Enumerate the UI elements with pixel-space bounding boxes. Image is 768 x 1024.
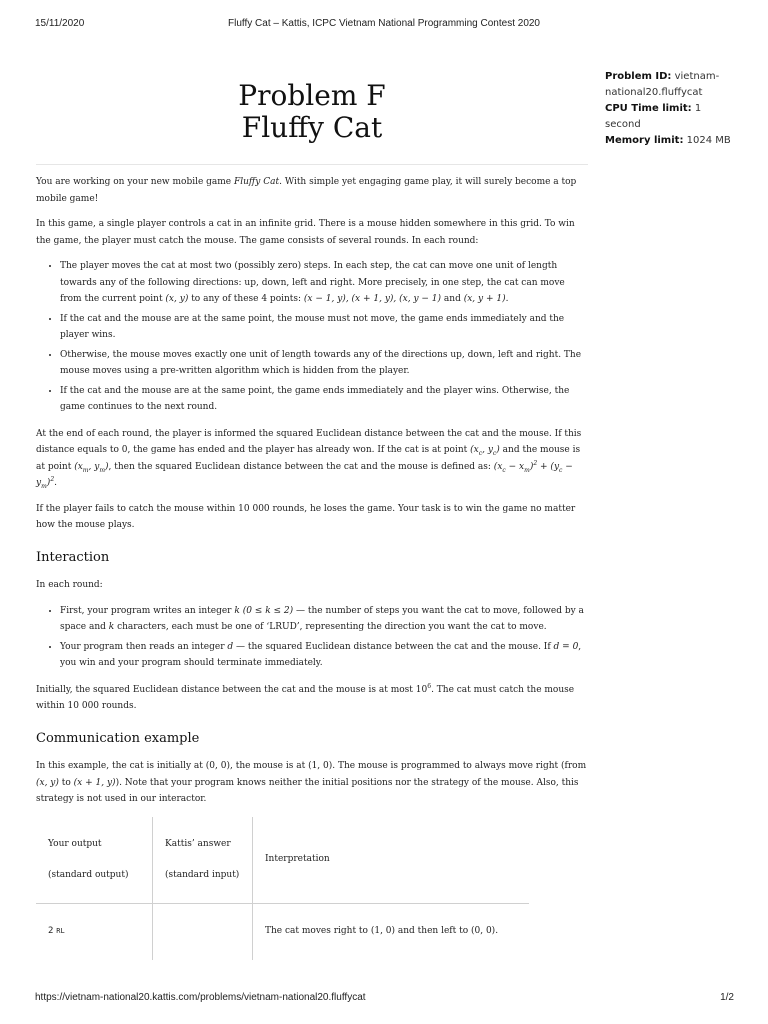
interaction-lead: In each round: bbox=[36, 580, 103, 590]
cpu-time-limit bbox=[605, 101, 740, 133]
math-point: (1, 0) bbox=[308, 761, 333, 771]
rule-item: • Otherwise, the mouse moves exactly one unit of length towards any of the directions up, down, left and right. The mouse moves using a pre-written algorithm which is hidden from the player. bbox=[60, 347, 587, 380]
interaction-item bbox=[60, 639, 587, 672]
math-max-distance: $10^6$ bbox=[415, 682, 432, 695]
header-label: Your output bbox=[48, 839, 102, 849]
rule-item: • If the cat and the mouse are at the same point, the game ends immediately and the player wins. Otherwise, the game continues to the next round. bbox=[60, 383, 587, 416]
text: , the game has ended and the player has already won. If the cat is at point bbox=[127, 445, 471, 455]
rule-text: . bbox=[505, 294, 509, 304]
setup-paragraph: In this game, a single player controls a cat in an infinite grid. There is a mouse hidden somewhere in this grid. To win the game, the player must catch the mouse. The game consists of several rounds. In each round: bbox=[36, 219, 575, 246]
math-distance-formula: $(x_c - x_m)^2 + (y_c - y_m)^2$ bbox=[36, 459, 573, 490]
math-point: (0, 0) bbox=[470, 926, 496, 937]
interaction-heading: Interaction bbox=[36, 549, 110, 565]
problem-title bbox=[36, 80, 588, 144]
initial-distance-paragraph bbox=[36, 682, 587, 715]
rule-item bbox=[60, 258, 587, 308]
text: — the number of steps you want the cat to move, followed by a space and bbox=[60, 605, 584, 632]
text: . bbox=[54, 478, 58, 488]
cell-output bbox=[36, 903, 153, 960]
math-point: (0, 0) bbox=[205, 761, 230, 771]
text: rounds. bbox=[99, 701, 137, 711]
print-url: https://vietnam-national20.kattis.com/problems/vietnam-national20.fluffycat bbox=[35, 992, 366, 1003]
text: . The cat must catch the mouse within bbox=[36, 684, 575, 711]
table-row bbox=[36, 903, 529, 960]
print-date: 15/11/2020 bbox=[35, 18, 85, 29]
math-k-range: (0 ≤ k ≤ 2) bbox=[242, 605, 294, 616]
problem-id-value: vietnam-national20.fluffycat bbox=[605, 71, 720, 98]
header-sublabel: (standard output) bbox=[48, 869, 129, 880]
interaction-item bbox=[60, 603, 587, 636]
text: to bbox=[58, 777, 74, 788]
intro-paragraph bbox=[36, 174, 587, 207]
math-zero: 0 bbox=[121, 445, 128, 455]
header-sublabel: (standard input) bbox=[165, 869, 240, 880]
text: Initially, the squared Euclidean distance between the cat and the mouse is at most bbox=[36, 684, 416, 695]
game-name: Fluffy Cat bbox=[234, 177, 280, 187]
math-mouse-point: ($x_m$, $y_m$) bbox=[74, 461, 109, 474]
problem-sidebar bbox=[605, 69, 740, 149]
text: ). Note that your program knows neither the initial positions nor the strategy of the mouse. Also, this strategy is not used in our interactor. bbox=[36, 777, 579, 804]
text: — the squared Euclidean distance between the cat and the mouse. If bbox=[233, 641, 554, 652]
problem-id-label: Problem ID: bbox=[605, 71, 672, 82]
text: . bbox=[495, 926, 499, 937]
text: , the mouse is at bbox=[229, 761, 309, 771]
header-your-output bbox=[36, 817, 153, 904]
math-point: (1, 0) bbox=[370, 926, 396, 937]
text: characters, each must be one of ‘LRUD’, representing the direction you want the cat to move. bbox=[114, 622, 547, 632]
rule-text: The player moves the cat at most two (possibly zero) steps. In each step, the cat can move one unit of length towards any of the following directions: up, down, left and right. More precisely, in one step, the cat can move from the current point bbox=[60, 261, 565, 304]
print-title: Fluffy Cat – Kattis, ICPC Vietnam National Programming Contest 2020 bbox=[228, 18, 540, 29]
text: In this example, the cat is initially at bbox=[36, 761, 206, 771]
output-directions: RL bbox=[56, 927, 65, 936]
text: . The mouse is programmed to always move right (from bbox=[332, 761, 587, 771]
page-number: 1/2 bbox=[720, 992, 734, 1003]
problem-letter: Problem F bbox=[238, 79, 386, 112]
memory-limit bbox=[605, 133, 740, 149]
rule-item: • If the cat and the mouse are at the same point, the mouse must not move, the game ends immediately and the player wins. bbox=[60, 311, 587, 344]
cpu-time-label: CPU Time limit: bbox=[605, 103, 692, 114]
header-label: Kattis’ answer bbox=[165, 839, 231, 849]
text: rounds, he loses the game. Your task is to win the game no matter how the mouse plays. bbox=[36, 503, 576, 530]
text: The cat moves right to bbox=[265, 926, 371, 937]
memory-value: 1024 MB bbox=[686, 135, 731, 146]
math-point: (x, y) bbox=[36, 777, 59, 788]
round-rules-list bbox=[36, 258, 587, 416]
math-point: (x, y + 1) bbox=[463, 294, 506, 304]
text: and then left to bbox=[395, 926, 471, 937]
math-point: (x, y) bbox=[165, 294, 189, 304]
problem-name: Fluffy Cat bbox=[241, 111, 383, 144]
intro-text: You are working on your new mobile game bbox=[36, 177, 234, 187]
table-header-row bbox=[36, 817, 529, 904]
math-k: k bbox=[234, 605, 240, 616]
math-points: (x − 1, y), (x + 1, y), (x, y − 1) bbox=[303, 294, 442, 304]
math-cat-point: ($x_c$, $y_c$) bbox=[470, 445, 500, 457]
memory-label: Memory limit: bbox=[605, 135, 684, 146]
communication-table bbox=[36, 817, 529, 960]
header-kattis-answer bbox=[153, 817, 253, 904]
math-d: d bbox=[227, 641, 234, 652]
distance-paragraph bbox=[36, 426, 587, 492]
title-divider bbox=[36, 164, 588, 165]
output-count: 2 bbox=[48, 926, 54, 937]
rule-text: and bbox=[441, 294, 464, 304]
communication-example-heading: Communication example bbox=[36, 730, 200, 746]
text: If the player fails to catch the mouse within bbox=[36, 503, 239, 514]
example-paragraph bbox=[36, 758, 587, 808]
interaction-list bbox=[36, 603, 587, 672]
problem-statement bbox=[36, 174, 587, 960]
cell-interpretation bbox=[253, 903, 530, 960]
text: Your program then reads an integer bbox=[60, 641, 228, 652]
math-d-zero: d = 0 bbox=[553, 641, 579, 652]
math-round-limit: 10 000 bbox=[238, 503, 270, 514]
text: First, your program writes an integer bbox=[60, 605, 235, 616]
cell-answer bbox=[153, 903, 253, 960]
text: and the mouse is at point bbox=[36, 445, 581, 472]
text: , then the squared Euclidean distance between the cat and the mouse is defined as: bbox=[108, 461, 494, 472]
cpu-time-value: 1 second bbox=[605, 103, 702, 130]
round-limit-paragraph bbox=[36, 501, 587, 534]
math-point: (x + 1, y) bbox=[73, 777, 116, 788]
problem-id bbox=[605, 69, 740, 101]
rule-text: to any of these 4 points: bbox=[188, 294, 304, 304]
intro-text-end: . With simple yet engaging game play, it will surely become a top mobile game! bbox=[36, 177, 577, 204]
math-round-limit: 10 000 bbox=[67, 701, 100, 711]
text: , you win and your program should terminate immediately. bbox=[60, 641, 582, 668]
text: At the end of each round, the player is informed the squared Euclidean distance between the cat and the mouse. If this distance equals to bbox=[36, 428, 582, 455]
math-k: k bbox=[108, 622, 115, 632]
header-interpretation: Interpretation bbox=[253, 817, 530, 904]
